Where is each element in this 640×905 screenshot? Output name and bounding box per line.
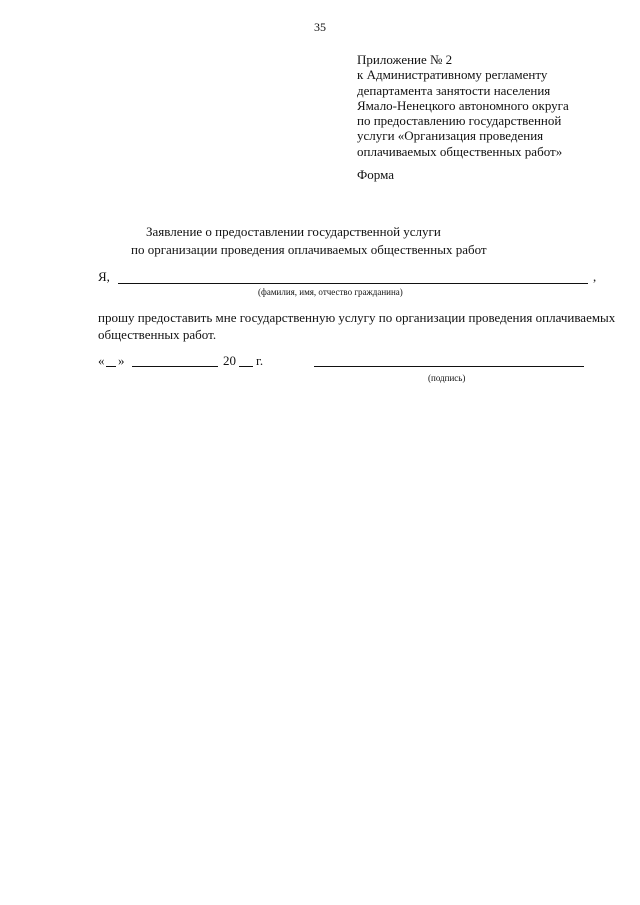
applicant-name-field[interactable]	[118, 283, 588, 284]
year-suffix: г.	[256, 353, 264, 368]
applicant-caption: (фамилия, имя, отчество гражданина)	[258, 287, 403, 297]
applicant-row	[98, 269, 608, 285]
appendix-line: услуги «Организация проведения	[357, 128, 544, 144]
date-close-quote: »	[118, 353, 125, 368]
date-signature-row	[98, 353, 598, 369]
page-number: 35	[314, 20, 326, 34]
signature-field[interactable]	[314, 366, 584, 367]
document-title	[0, 223, 640, 259]
applicant-prefix: Я,	[98, 269, 110, 284]
date-open-quote: «	[98, 353, 105, 368]
title-line-1: Заявление о предоставлении государственной услуги	[146, 224, 441, 239]
appendix-line: оплачиваемых общественных работ»	[357, 143, 563, 159]
form-label: Форма	[357, 167, 394, 182]
appendix-line: по предоставлению государственной	[357, 113, 562, 129]
signature-caption: (подпись)	[428, 373, 466, 383]
appendix-line: Приложение № 2	[357, 52, 453, 67]
year-field[interactable]	[239, 366, 253, 367]
month-field[interactable]	[132, 366, 218, 367]
appendix-line: Ямало-Ненецкого автономного округа	[357, 97, 569, 113]
applicant-suffix: ,	[593, 269, 597, 284]
appendix-header	[357, 52, 627, 159]
appendix-line: департамента занятости населения	[357, 82, 551, 98]
year-prefix: 20	[223, 353, 236, 368]
title-line-2: по организации проведения оплачиваемых общественных работ	[131, 242, 487, 257]
appendix-line: к Административному регламенту	[357, 67, 548, 83]
day-field[interactable]	[106, 366, 116, 367]
request-text: прошу предоставить мне государственную услугу по организации проведения оплачиваемых общественных работ.	[98, 310, 616, 342]
